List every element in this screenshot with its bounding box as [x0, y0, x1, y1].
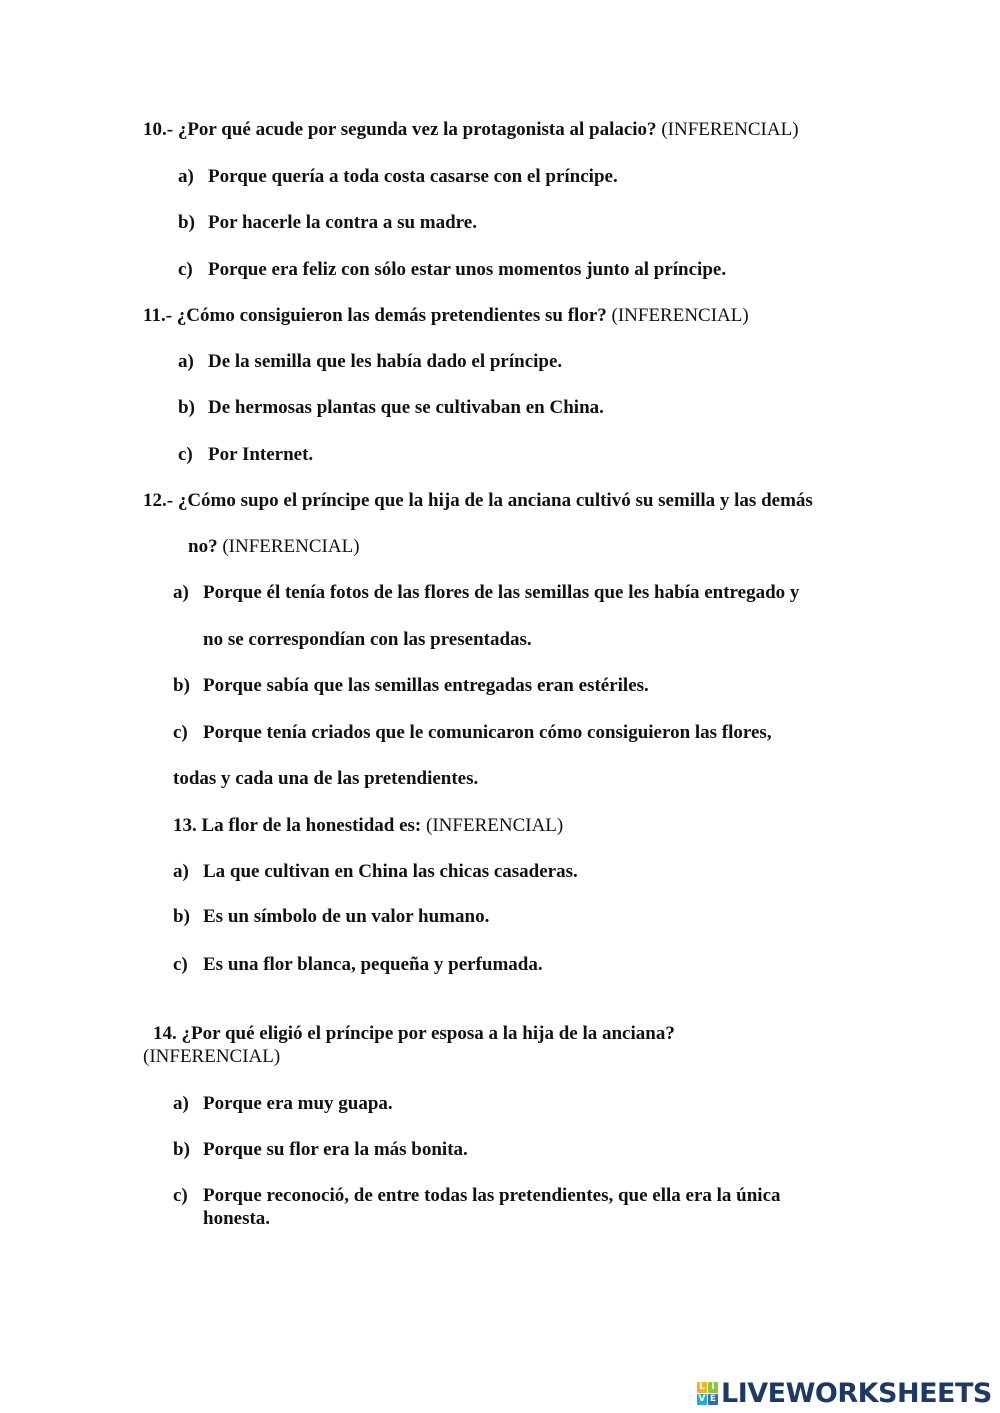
q14-question: 14. ¿Por qué eligió el príncipe por esposa a la hija de la anciana? — [153, 1023, 675, 1044]
q13-question: 13. La flor de la honestidad es: (INFERENCIAL) — [173, 815, 564, 836]
q12-option-a: a) Porque él tenía fotos de las flores de las semillas que les había entregado y — [173, 582, 800, 603]
q14-tag: (INFERENCIAL) — [143, 1046, 281, 1067]
q10-tag: (INFERENCIAL) — [661, 119, 799, 140]
q12-option-c: c) Porque tenía criados que le comunicaron cómo consiguieron las flores, — [173, 722, 772, 743]
q12-option-c-line2: todas y cada una de las pretendientes. — [173, 768, 479, 789]
logo-text: LIVEWORKSHEETS — [721, 1378, 992, 1409]
q11-question: 11.- ¿Cómo consiguieron las demás pretendientes su flor? (INFERENCIAL) — [143, 305, 749, 326]
q11-option-c: c) Por Internet. — [178, 444, 314, 465]
q14-option-c-line2: honesta. — [203, 1208, 271, 1229]
q14-option-a: a) Porque era muy guapa. — [173, 1093, 393, 1114]
q11-tag: (INFERENCIAL) — [611, 305, 749, 326]
q10-option-a: a) Porque quería a toda costa casarse con el príncipe. — [178, 166, 618, 187]
q12-question-line2: no? (INFERENCIAL) — [188, 536, 360, 557]
q11-option-a: a) De la semilla que les había dado el príncipe. — [178, 351, 563, 372]
q13-tag: (INFERENCIAL) — [426, 815, 564, 836]
q10-question: 10.- ¿Por qué acude por segunda vez la protagonista al palacio? (INFERENCIAL) — [143, 119, 799, 140]
q14-option-b: b) Porque su flor era la más bonita. — [173, 1139, 468, 1160]
logo-mark-v: V — [698, 1394, 706, 1404]
q12-option-a-line2: no se correspondían con las presentadas. — [203, 629, 532, 650]
logo-mark-e: E — [709, 1394, 717, 1404]
q12-option-b: b) Porque sabía que las semillas entregadas eran estériles. — [173, 675, 649, 696]
logo-mark-i: I — [708, 1382, 718, 1393]
logo-mark-l: L — [697, 1382, 707, 1393]
q14-option-c: c) Porque reconoció, de entre todas las pretendientes, que ella era la única — [173, 1185, 781, 1206]
q10-option-c: c) Porque era feliz con sólo estar unos momentos junto al príncipe. — [178, 259, 727, 280]
q13-option-a: a) La que cultivan en China las chicas casaderas. — [173, 861, 578, 882]
q13-option-b: b) Es un símbolo de un valor humano. — [173, 906, 490, 927]
q11-option-b: b) De hermosas plantas que se cultivaban en China. — [178, 397, 604, 418]
q10-option-b: b) Por hacerle la contra a su madre. — [178, 212, 477, 233]
q12-tag: (INFERENCIAL) — [222, 536, 360, 557]
logo-mark-icon — [697, 1382, 718, 1405]
q12-question-line1: 12.- ¿Cómo supo el príncipe que la hija de la anciana cultivó su semilla y las demás — [143, 490, 813, 511]
liveworksheets-logo — [697, 1378, 992, 1409]
q13-option-c: c) Es una flor blanca, pequeña y perfumada. — [173, 954, 543, 975]
